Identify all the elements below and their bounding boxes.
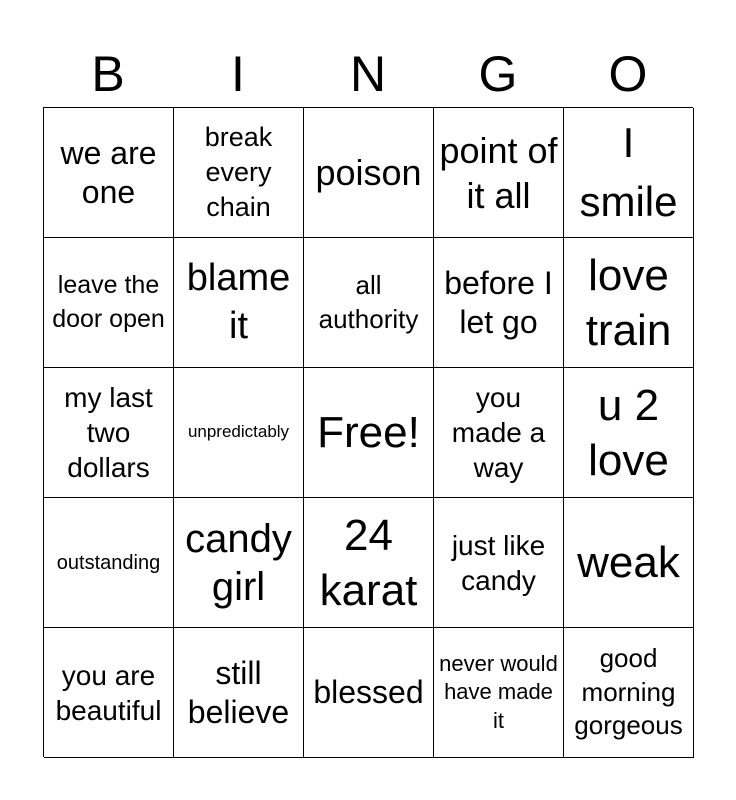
bingo-cell-g3[interactable] [434, 368, 564, 498]
bingo-grid [43, 107, 693, 757]
cell-text: before I let go [444, 265, 553, 340]
bingo-cell-i2[interactable] [174, 238, 304, 368]
cell-text: you made a way [451, 382, 546, 483]
cell-text: break every chain [204, 121, 273, 223]
cell-text: love train [585, 250, 672, 355]
cell-text: just like candy [451, 529, 546, 596]
cell-text: poison [315, 152, 422, 193]
bingo-cell-o4[interactable] [564, 498, 694, 628]
header-letter-b: B [91, 46, 125, 102]
bingo-cell-n2[interactable] [304, 238, 434, 368]
bingo-cell-i5[interactable] [174, 628, 304, 758]
bingo-cell-n3[interactable] [304, 368, 434, 498]
bingo-cell-b1[interactable] [44, 108, 174, 238]
cell-text: all authority [318, 269, 419, 334]
bingo-cell-o1[interactable] [564, 108, 694, 238]
cell-text: point of it all [439, 129, 558, 216]
bingo-cell-g4[interactable] [434, 498, 564, 628]
bingo-cell-i4[interactable] [174, 498, 304, 628]
cell-text: outstanding [56, 551, 161, 574]
cell-text: blessed [313, 674, 424, 711]
header-letter-i: I [231, 46, 245, 102]
free-space: Free! [317, 408, 420, 457]
bingo-cell-i1[interactable] [174, 108, 304, 238]
cell-text: u 2 love [588, 380, 669, 485]
bingo-header [43, 40, 693, 108]
cell-text: leave the door open [52, 270, 165, 333]
bingo-cell-o3[interactable] [564, 368, 694, 498]
cell-text: I smile [579, 118, 678, 225]
header-letter-o: O [608, 46, 648, 102]
bingo-cell-g1[interactable] [434, 108, 564, 238]
bingo-cell-i3[interactable] [174, 368, 304, 498]
bingo-cell-n1[interactable] [304, 108, 434, 238]
header-letter-g: G [478, 46, 518, 102]
bingo-cell-o5[interactable] [564, 628, 694, 758]
bingo-cell-n4[interactable] [304, 498, 434, 628]
bingo-cell-b2[interactable] [44, 238, 174, 368]
cell-text: candy girl [185, 516, 292, 609]
bingo-cell-n5[interactable] [304, 628, 434, 758]
bingo-cell-b5[interactable] [44, 628, 174, 758]
cell-text: 24 karat [319, 510, 418, 615]
cell-text: unpredictably [187, 422, 290, 442]
bingo-cell-g2[interactable] [434, 238, 564, 368]
bingo-cell-b3[interactable] [44, 368, 174, 498]
cell-text: my last two dollars [64, 382, 153, 483]
cell-text: good morning gorgeous [574, 642, 683, 741]
bingo-cell-g5[interactable] [434, 628, 564, 758]
cell-text: never would have made it [439, 650, 558, 733]
bingo-cell-b4[interactable] [44, 498, 174, 628]
bingo-cell-o2[interactable] [564, 238, 694, 368]
cell-text: weak [577, 538, 680, 587]
cell-text: blame it [186, 257, 291, 347]
cell-text: we are one [60, 135, 157, 210]
header-letter-n: N [349, 46, 387, 102]
cell-text: still believe [187, 655, 290, 730]
cell-text: you are beautiful [55, 659, 162, 726]
